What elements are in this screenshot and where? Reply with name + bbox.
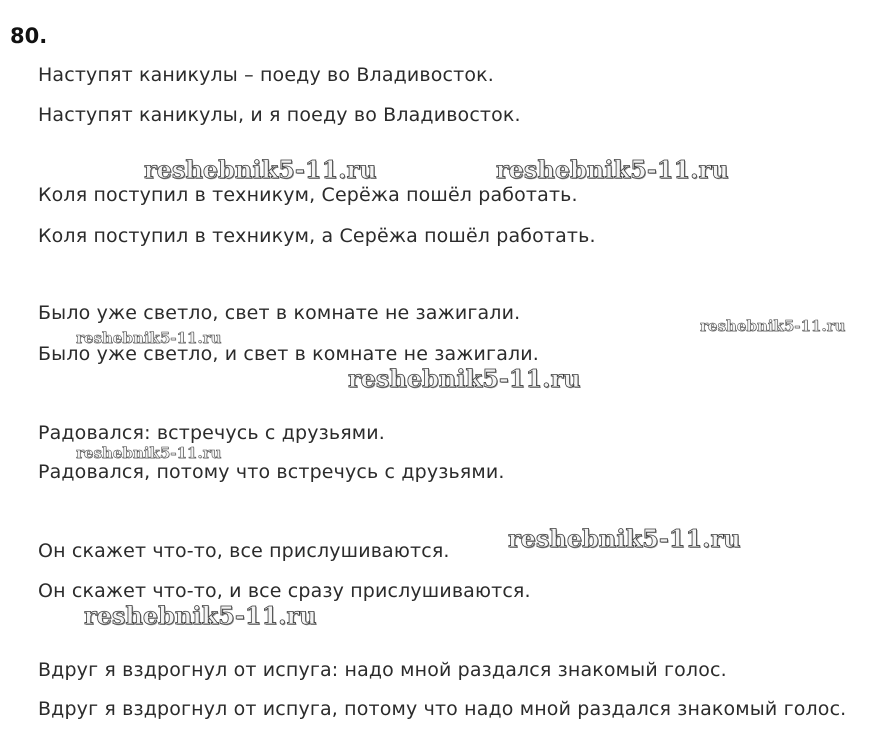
watermark: reshebnik5-11.ru [496, 155, 729, 184]
sentence-11: Вдруг я вздрогнул от испуга: надо мной раздался знакомый голос. [38, 659, 727, 681]
sentence-12: Вдруг я вздрогнул от испуга, потому что надо мной раздался знакомый голос. [38, 698, 847, 720]
watermark: reshebnik5-11.ru [76, 329, 222, 347]
exercise-number: 80. [10, 24, 48, 48]
watermark: reshebnik5-11.ru [76, 444, 222, 462]
watermark: reshebnik5-11.ru [348, 364, 581, 393]
watermark: reshebnik5-11.ru [700, 317, 846, 335]
sentence-9: Он скажет что-то, все прислушиваются. [38, 540, 450, 562]
sentence-6: Было уже светло, и свет в комнате не зажигали. [38, 343, 539, 365]
sentence-7: Радовался: встречусь с друзьями. [38, 422, 385, 444]
sentence-3: Коля поступил в техникум, Серёжа пошёл работать. [38, 184, 578, 206]
sentence-5: Было уже светло, свет в комнате не зажигали. [38, 302, 521, 324]
sentence-8: Радовался, потому что встречусь с друзьями. [38, 461, 505, 483]
watermark: reshebnik5-11.ru [508, 524, 741, 553]
watermark: reshebnik5-11.ru [144, 155, 377, 184]
sentence-2: Наступят каникулы, и я поеду во Владивосток. [38, 104, 521, 126]
sentence-1: Наступят каникулы – поеду во Владивосток. [38, 64, 494, 86]
watermark: reshebnik5-11.ru [84, 601, 317, 630]
sentence-10: Он скажет что-то, и все сразу прислушиваются. [38, 580, 531, 602]
sentence-4: Коля поступил в техникум, а Серёжа пошёл работать. [38, 225, 596, 247]
